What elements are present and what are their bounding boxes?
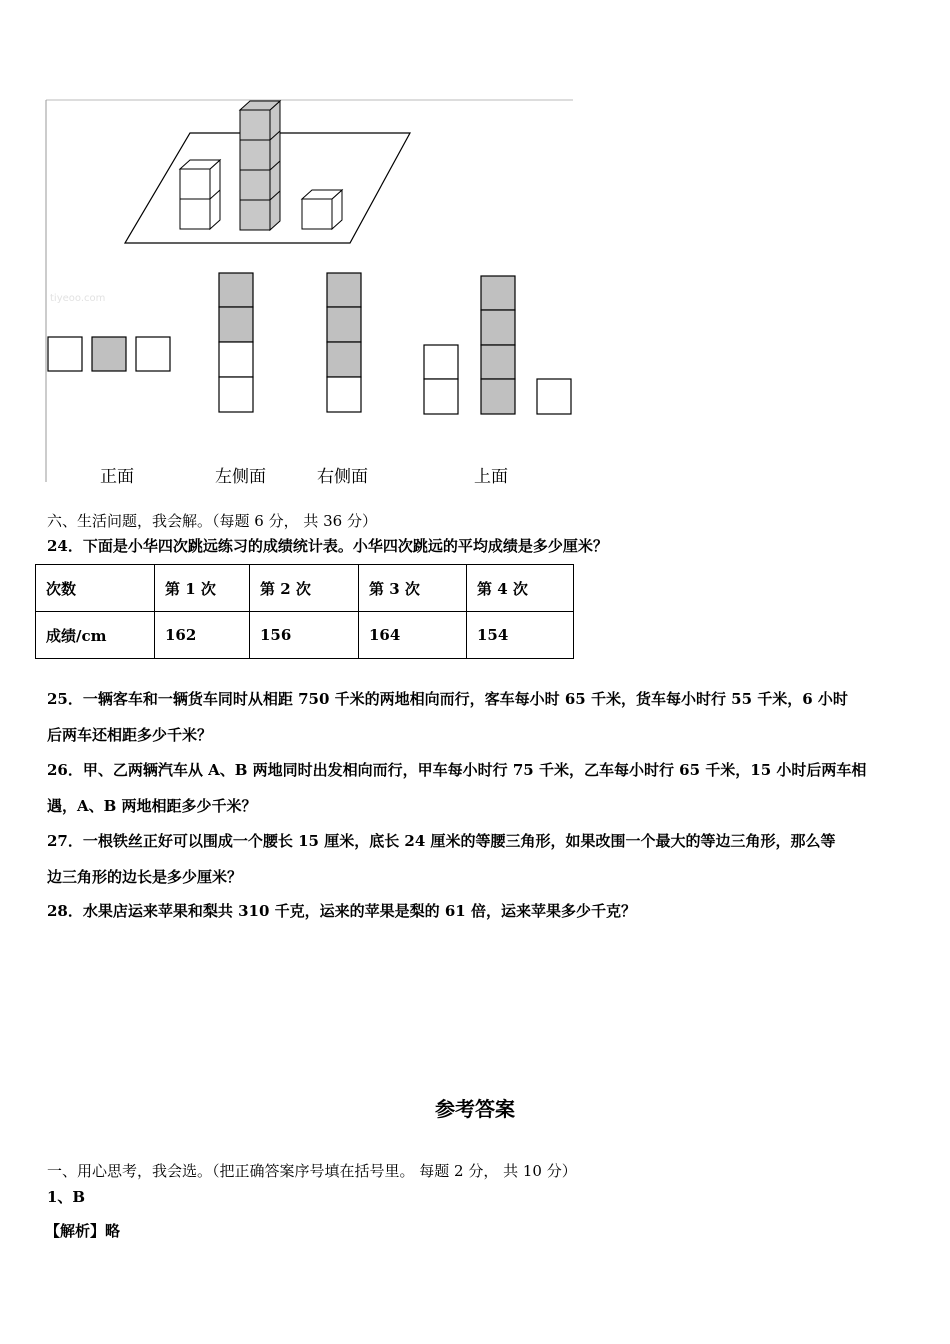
watermark-text: tiyeoo.com: [50, 293, 106, 304]
question-27: [47, 823, 912, 895]
top-view: [424, 276, 571, 414]
question-26-line-2: 遇，A、B 两地相距多少千米？: [47, 797, 257, 815]
label-front-view: 正面: [100, 467, 134, 487]
label-left-view: 左侧面: [215, 467, 266, 487]
table-header-cell: 第 2 次: [250, 565, 359, 612]
question-25-line-2: 后两车还相距多少千米？: [47, 726, 213, 744]
center-stack: [240, 101, 280, 230]
score-table: [35, 564, 574, 659]
label-right-view: 右侧面: [317, 467, 368, 487]
cube-diagram: [40, 95, 580, 490]
left-side-view: [219, 273, 253, 412]
front-view: [48, 337, 170, 371]
table-row: [36, 612, 574, 659]
question-26: [47, 752, 912, 824]
table-cell: 162: [155, 612, 250, 659]
answer-analysis: 【解析】略: [45, 1222, 121, 1240]
table-header-row: [36, 565, 574, 612]
table-cell: 154: [467, 612, 574, 659]
table-row-label: 成绩/cm: [36, 612, 155, 659]
answers-title: 参考答案: [435, 1097, 515, 1121]
table-header-cell: 第 4 次: [467, 565, 574, 612]
table-header-cell: 第 3 次: [359, 565, 467, 612]
question-27-line-1: 27．一根铁丝正好可以围成一个腰长 15 厘米，底长 24 厘米的等腰三角形，如果改围一个最大的等边三角形，那么等: [47, 832, 836, 850]
table-cell: 164: [359, 612, 467, 659]
cube-views-figure: [40, 95, 580, 490]
table-header-cell: 第 1 次: [155, 565, 250, 612]
left-stack: [180, 160, 220, 229]
answer-item-1: 1、B: [47, 1188, 86, 1206]
question-28-line-1: 28．水果店运来苹果和梨共 310 千克，运来的苹果是梨的 61 倍，运来苹果多少千克？: [47, 902, 636, 920]
right-cube: [302, 190, 342, 229]
label-top-view: 上面: [474, 467, 508, 487]
question-27-line-2: 边三角形的边长是多少厘米？: [47, 868, 243, 886]
table-header-cell: 次数: [36, 565, 155, 612]
section-6-heading: 六、生活问题，我会解。（每题 6 分， 共 36 分）: [47, 512, 377, 530]
question-24: 24．下面是小华四次跳远练习的成绩统计表。小华四次跳远的平均成绩是多少厘米？: [47, 537, 608, 555]
answers-section-1: 一、用心思考，我会选。（把正确答案序号填在括号里。 每题 2 分， 共 10 分）: [47, 1162, 577, 1180]
question-26-line-1: 26．甲、乙两辆汽车从 A、B 两地同时出发相向而行，甲车每小时行 75 千米，乙车每小时行 65 千米，15 小时后两车相: [47, 761, 867, 779]
table-cell: 156: [250, 612, 359, 659]
question-28: [47, 893, 912, 929]
right-side-view: [327, 273, 361, 412]
question-25: [47, 681, 912, 753]
question-25-line-1: 25．一辆客车和一辆货车同时从相距 750 千米的两地相向而行，客车每小时 65 千米，货车每小时行 55 千米，6 小时: [47, 690, 848, 708]
